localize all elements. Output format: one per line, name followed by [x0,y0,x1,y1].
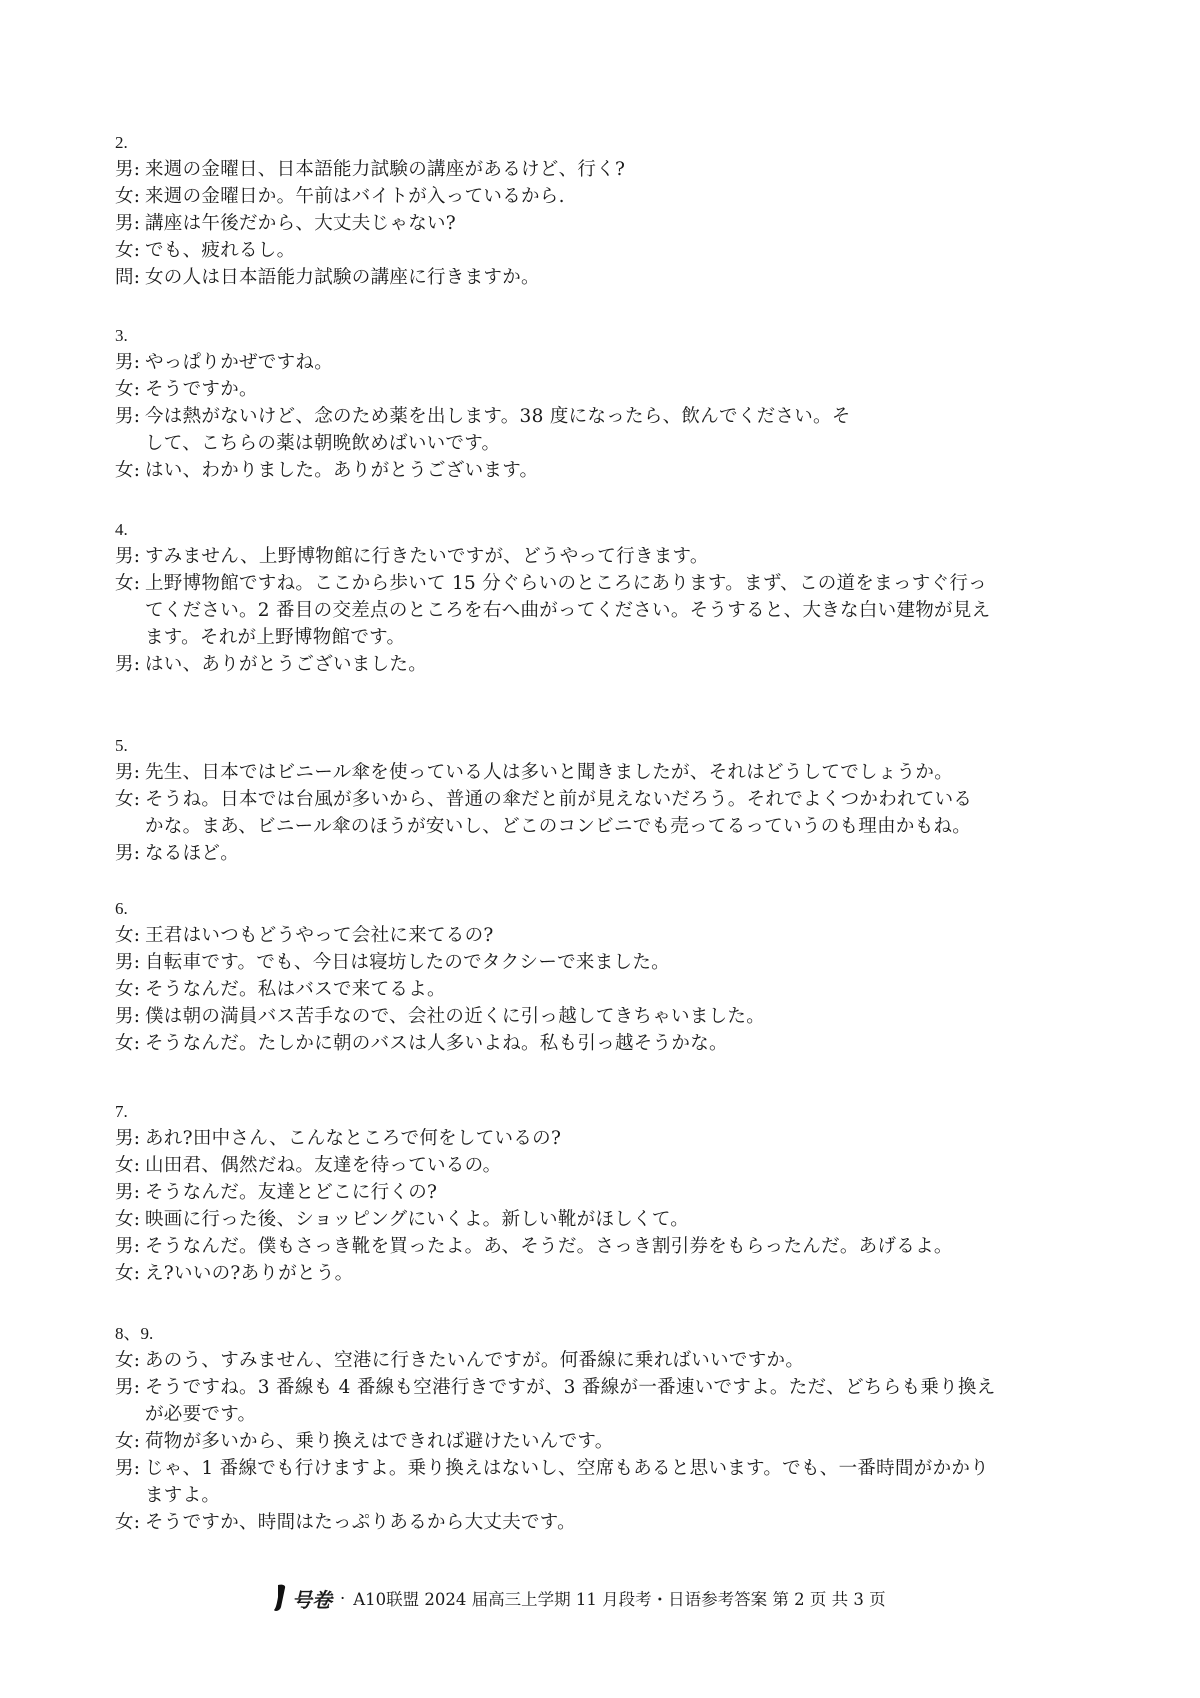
brand-logo-text: 号卷 [292,1587,332,1612]
dialogue-line [115,786,1095,840]
dialogue-line [115,1030,1095,1057]
dialogue-line [115,1260,1095,1287]
speaker-label: 女: [115,925,141,946]
speaker-label: 男: [115,952,141,973]
line-text: すみません、上野博物館に行きたいですが、どうやって行きます。 [145,546,709,567]
dialogue-line [115,543,1095,570]
line-text: 来週の金曜日、日本語能力試験の講座があるけど、行く? [145,159,626,180]
line-text: そうなんだ。私はバスで来てるよ。 [145,979,446,1000]
line-text: 映画に行った後、ショッピングにいくよ。新しい靴がほしくて。 [145,1209,690,1230]
section-number: 4. [115,520,128,539]
speaker-label: 女: [115,186,141,207]
section-number: 6. [115,899,128,918]
dialogue-line [115,976,1095,1003]
speaker-label: 女: [115,789,141,810]
speaker-label: 女: [115,1263,141,1284]
dialogue-section-3 [115,323,1095,484]
speaker-label: 男: [115,1458,141,1479]
line-text: そうなんだ。友達とどこに行くの? [145,1182,438,1203]
line-text: 王君はいつもどうやって会社に来てるの? [145,925,494,946]
footer-separator: · [340,1588,346,1608]
dialogue-line [115,1179,1095,1206]
line-text: そうですか。 [145,379,258,400]
footer-text: A10联盟 2024 届高三上学期 11 月段考・日语参考答案 第 2 页 共 3 页 [353,1590,886,1609]
speaker-label: 女: [115,573,141,594]
speaker-label: 女: [115,1033,141,1054]
speaker-label: 男: [115,352,141,373]
dialogue-section-2 [115,130,1095,291]
dialogue-line [115,1233,1095,1260]
line-text: 自転車です。でも、今日は寝坊したのでタクシーで来ました。 [145,952,670,973]
section-number: 8、9. [115,1324,154,1343]
speaker-label: 男: [115,1377,141,1398]
section-number: 3. [115,326,128,345]
line-text: じゃ、1 番線でも行けますよ。乗り換えはないし、空席もあると思います。でも、一番時間がかかり ますよ。 [145,1458,989,1506]
dialogue-line [115,922,1095,949]
speaker-label: 女: [115,1209,141,1230]
line-text: そうね。日本では台風が多いから、普通の傘だと前が見えないだろう。それでよくつかわれている かな。まあ、ビニール傘のほうが安いし、どこのコンビニでも売ってるっていうのも理由かもね。 [145,789,973,837]
line-text: 講座は午後だから、大丈夫じゃない? [145,213,457,234]
line-text: え?いいの?ありがとう。 [145,1263,354,1284]
line-text: 僕は朝の満員バス苦手なので、会社の近くに引っ越してきちゃいました。 [145,1006,766,1027]
brand-logo [272,1583,332,1613]
question-line [115,264,1095,291]
section-number: 5. [115,736,128,755]
speaker-label: 男: [115,546,141,567]
dialogue-line [115,156,1095,183]
line-text: そうなんだ。僕もさっき靴を買ったよ。あ、そうだ。さっき割引券をもらったんだ。あげるよ。 [145,1236,953,1257]
line-text: 先生、日本ではビニール傘を使っている人は多いと聞きましたが、それはどうしてでしょうか。 [145,762,954,783]
line-text: 女の人は日本語能力試験の講座に行きますか。 [145,267,540,288]
dialogue-line [115,1347,1095,1374]
speaker-label: 男: [115,1182,141,1203]
dialogue-line [115,1206,1095,1233]
line-text: そうなんだ。たしかに朝のバスは人多いよね。私も引っ越そうかな。 [145,1033,728,1054]
dialogue-section-6 [115,896,1095,1057]
speaker-label: 女: [115,460,141,481]
dialogue-line [115,1509,1095,1536]
dialogue-section-8-9 [115,1321,1095,1536]
line-text: はい、ありがとうございました。 [145,654,428,675]
dialogue-line [115,1374,1095,1428]
dialogue-line [115,183,1095,210]
speaker-label: 女: [115,1350,141,1371]
page-footer [272,1581,886,1615]
dialogue-section-4 [115,517,1095,678]
speaker-label: 女: [115,1431,141,1452]
speaker-label: 女: [115,379,141,400]
line-text: あのう、すみません、空港に行きたいんですが。何番線に乗ればいいですか。 [145,1350,805,1371]
speaker-label: 問: [115,267,141,288]
dialogue-line [115,210,1095,237]
dialogue-line [115,349,1095,376]
speaker-label: 男: [115,406,141,427]
speaker-label: 男: [115,762,141,783]
dialogue-section-7 [115,1099,1095,1287]
section-number: 2. [115,133,128,152]
dialogue-line [115,651,1095,678]
speaker-label: 女: [115,1512,141,1533]
line-text: 上野博物館ですね。ここから歩いて 15 分ぐらいのところにあります。まず、この道をまっすぐ行っ てください。2 番目の交差点のところを右へ曲がってください。そうすると、大きな白い建物が見え ます。それが上野博物館です。 [145,573,991,648]
speaker-label: 女: [115,979,141,1000]
dialogue-section-5 [115,733,1095,867]
speaker-label: 男: [115,843,141,864]
speaker-label: 男: [115,1128,141,1149]
line-text: やっぱりかぜですね。 [145,352,334,373]
line-text: そうですか、時間はたっぷりあるから大丈夫です。 [145,1512,576,1533]
speaker-label: 男: [115,213,141,234]
line-text: 荷物が多いから、乗り換えはできれば避けたいんです。 [145,1431,614,1452]
dialogue-line [115,759,1095,786]
line-text: 今は熱がないけど、念のため薬を出します。38 度になったら、飲んでください。そ して、こちらの薬は朝晩飲めばいいです。 [145,406,851,454]
line-text: はい、わかりました。ありがとうございます。 [145,460,539,481]
dialogue-line [115,1455,1095,1509]
dialogue-line [115,1152,1095,1179]
dialogue-line [115,840,1095,867]
speaker-label: 女: [115,240,141,261]
dialogue-line [115,403,1095,457]
line-text: でも、疲れるし。 [145,240,296,261]
line-text: 来週の金曜日か。午前はバイトが入っているから. [145,186,565,207]
speaker-label: 男: [115,1236,141,1257]
line-text: なるほど。 [145,843,240,864]
brush-stroke-icon [272,1583,290,1613]
line-text: あれ?田中さん、こんなところで何をしているの? [145,1128,562,1149]
speaker-label: 女: [115,1155,141,1176]
section-number: 7. [115,1102,128,1121]
dialogue-line [115,237,1095,264]
dialogue-line [115,376,1095,403]
speaker-label: 男: [115,1006,141,1027]
dialogue-line [115,1428,1095,1455]
dialogue-line [115,570,1095,651]
speaker-label: 男: [115,159,141,180]
dialogue-line [115,1125,1095,1152]
dialogue-line [115,1003,1095,1030]
line-text: そうですね。3 番線も 4 番線も空港行きですが、3 番線が一番速いですよ。ただ、どちらも乗り換え が必要です。 [145,1377,996,1425]
dialogue-line [115,457,1095,484]
line-text: 山田君、偶然だね。友達を待っているの。 [145,1155,502,1176]
dialogue-line [115,949,1095,976]
speaker-label: 男: [115,654,141,675]
